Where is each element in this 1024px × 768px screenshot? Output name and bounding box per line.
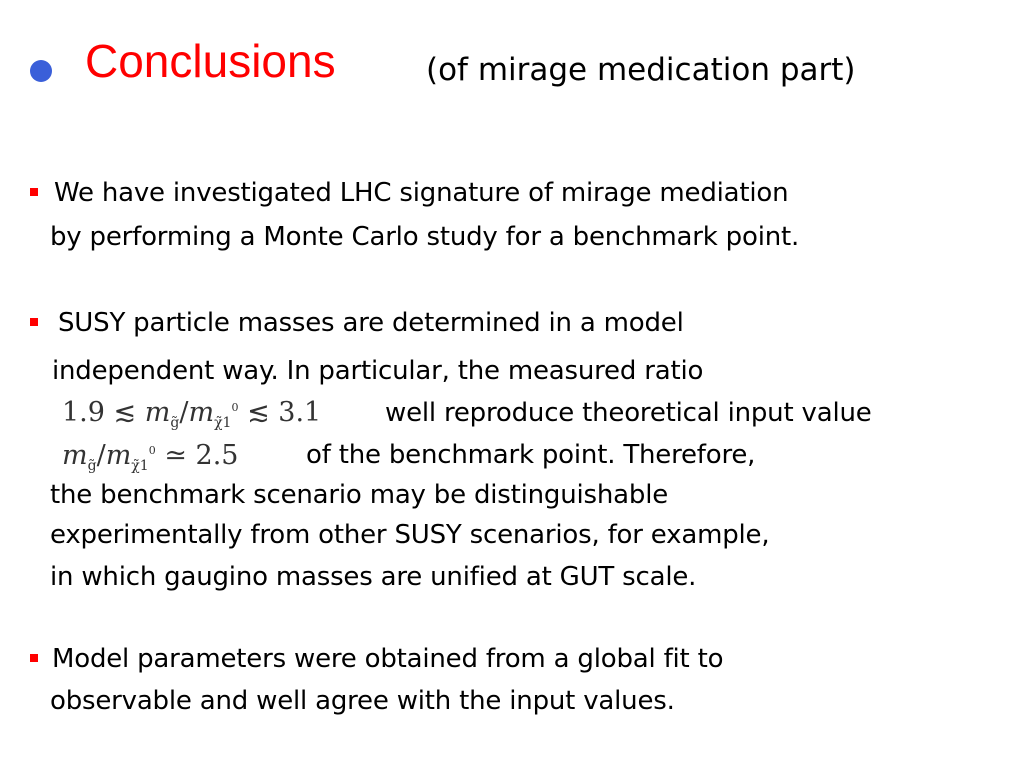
- square-bullet-icon: [30, 654, 38, 662]
- bullet2-line5: the benchmark scenario may be distinguishable: [50, 480, 669, 510]
- bullet2-line3: well reproduce theoretical input value: [385, 398, 872, 428]
- mass-ratio-value-formula: $m_{g̃}/m_{\chĩ1}^0$ ≃ 2.5: [62, 440, 239, 474]
- bullet3-line2: observable and well agree with the input values.: [50, 686, 675, 716]
- bullet2-line1: SUSY particle masses are determined in a model: [58, 308, 684, 338]
- mass-ratio-range-formula: 1.9 ≲ $m_{g̃}/m_{\chĩ1}^0$ ≲ 3.1: [62, 397, 322, 431]
- bullet2-line6: experimentally from other SUSY scenarios, for example,: [50, 520, 770, 550]
- bullet2-line4: of the benchmark point. Therefore,: [306, 440, 756, 470]
- bullet3-line1: Model parameters were obtained from a global fit to: [52, 644, 724, 674]
- title-bullet-icon: [30, 60, 52, 82]
- bullet2-line7: in which gaugino masses are unified at GUT scale.: [50, 562, 697, 592]
- bullet2-line2: independent way. In particular, the measured ratio: [52, 356, 704, 386]
- square-bullet-icon: [30, 188, 38, 196]
- square-bullet-icon: [30, 318, 38, 326]
- bullet1-line1: We have investigated LHC signature of mirage mediation: [54, 178, 789, 208]
- slide-title: Conclusions: [85, 35, 336, 87]
- slide-subtitle: (of mirage medication part): [426, 52, 856, 88]
- bullet1-line2: by performing a Monte Carlo study for a benchmark point.: [50, 222, 800, 252]
